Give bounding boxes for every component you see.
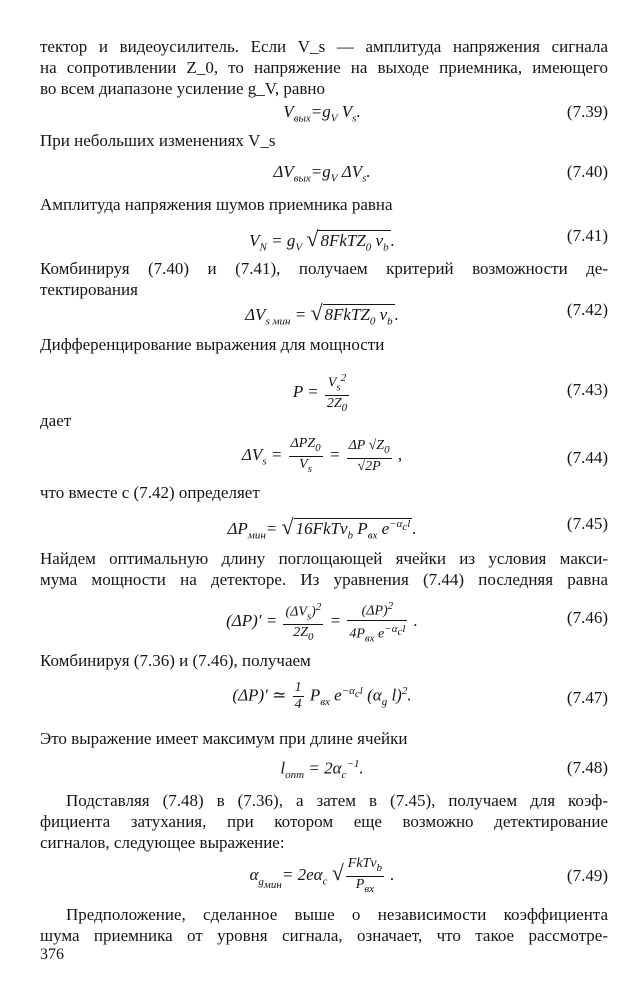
equation-7-44: [0, 432, 644, 478]
equation-number: (7.45): [566, 514, 608, 533]
equation-number: (7.48): [566, 758, 608, 777]
equation-body: $\Delta P_{мин}=$ √ 16FkTν$_b$ $P_{вх}$ $e^{-\alpha_cl}$ .: [227, 514, 417, 542]
equation-7-43: [0, 366, 644, 415]
equation-7-39: [0, 98, 644, 128]
equation-body: $l_{опт} = 2\alpha_c^{-1}$.: [280, 758, 364, 782]
equation-7-45: [0, 510, 644, 540]
text-line: Амплитуда напряжения шумов приемника равна: [40, 195, 393, 214]
equation-body: (ΔP)′ ≃ $\frac{1}{4}$ $P_{вх}$ $e^{-\alpha_cl}$ ($\alpha_g$ l)$^2$.: [232, 680, 412, 712]
equation-7-46: [0, 594, 644, 645]
text-line: тектор и видеоусилитель. Если V_s — амплитуда напряжения сигнала: [40, 37, 608, 56]
equation-7-41: [0, 222, 644, 252]
equation-number: (7.49): [566, 866, 608, 885]
equation-body: $\alpha_{g_{мин}}= 2e\alpha_c$ √ $\frac{FkT\nu_b}{P_{вх}}$ .: [249, 856, 395, 895]
equation-number: (7.40): [566, 162, 608, 181]
equation-number: (7.43): [566, 380, 608, 399]
equation-7-48: [0, 754, 644, 784]
text-line: что вместе с (7.42) определяет: [40, 483, 260, 502]
equation-number: (7.46): [566, 608, 608, 627]
text-line: тектирования: [40, 280, 138, 299]
equation-number: (7.39): [566, 102, 608, 121]
equation-body: $\Delta V_{вых}=g_V$ $\Delta V_s$.: [273, 162, 371, 185]
page-number: 376: [40, 946, 64, 963]
text-line: Комбинируя (7.40) и (7.41), получаем критерий возможности де-: [40, 259, 608, 278]
equation-number: (7.41): [566, 226, 608, 245]
text-line: Это выражение имеет максимум при длине ячейки: [40, 729, 408, 748]
equation-body: $\Delta V_s$ = $\frac{\Delta PZ_0}{V_s}$ = $\frac{\Delta P √Z_0}{√2P}$ ,: [241, 436, 403, 475]
equation-7-47: [0, 676, 644, 718]
equation-body: $V_{вых}=g_V$ $V_s$.: [283, 102, 361, 125]
text-line: Комбинируя (7.36) и (7.46), получаем: [40, 651, 311, 670]
text-line: сигналов, следующее выражение:: [40, 833, 285, 852]
text-line: фициента затухания, при котором еще возможно детектирование: [40, 812, 608, 831]
text-line: шума приемника от уровня сигнала, означает, что такое рассмотре-: [40, 926, 608, 945]
equation-body: P = $\frac{V_s^2}{2Z_0}$: [292, 372, 348, 415]
text-line: При небольших изменениях V_s: [40, 131, 276, 150]
equation-7-49: [0, 852, 644, 898]
text-line: во всем диапазоне усиление g_V, равно: [40, 79, 326, 98]
text-line: дает: [40, 411, 72, 430]
equation-7-42: [0, 296, 644, 326]
equation-7-40: [0, 158, 644, 188]
equation-number: (7.42): [566, 300, 608, 319]
text-line: Найдем оптимальную длину поглощающей ячейки из условия макси-: [40, 549, 608, 568]
text-line: Предположение, сделанное выше о независимости коэффициента: [66, 905, 608, 924]
equation-number: (7.47): [566, 688, 608, 707]
equation-body: (ΔP)′ = $\frac{(\Delta V_s)^2}{2Z_0}$ = $\frac{(\Delta P)^2}{4P_{вх} e^{-\alpha_cl}}$ .: [226, 600, 418, 645]
equation-body: $V_N = g_V$ √ 8FkTZ$_0$ $\nu_b$ .: [249, 226, 395, 254]
equation-body: $\Delta V_{s мин}$ = √ 8FkTZ$_0$ $\nu_b$ .: [245, 300, 399, 328]
text-line: на сопротивлении Z_0, то напряжение на выходе приемника, имеющего: [40, 58, 608, 77]
text-line: Дифференцирование выражения для мощности: [40, 335, 385, 354]
text-line: Подставляя (7.48) в (7.36), а затем в (7.45), получаем для коэф-: [66, 791, 608, 810]
text-line: мума мощности на детекторе. Из уравнения (7.44) последняя равна: [40, 570, 608, 589]
equation-number: (7.44): [566, 448, 608, 467]
